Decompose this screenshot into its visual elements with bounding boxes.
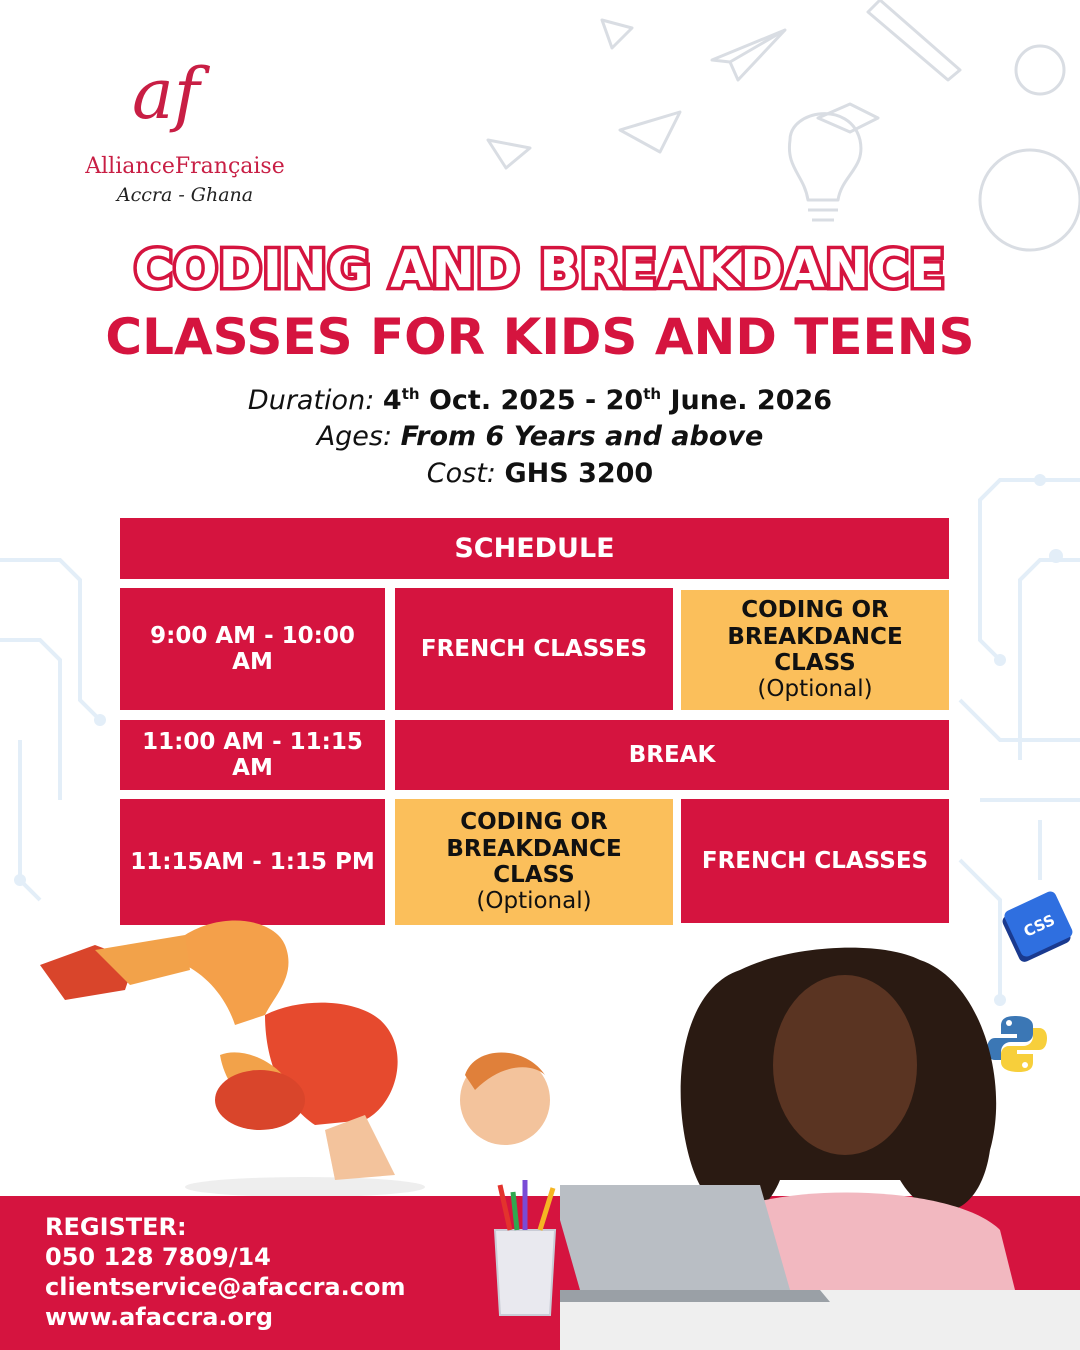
register-phone[interactable]: 050 128 7809/14 [45,1243,271,1271]
duration-end-rest: June. 2026 [670,385,833,416]
cost-value: GHS 3200 [504,458,654,489]
register-block [45,1212,405,1332]
af-logo-mark [130,44,230,144]
duration-start-suffix: th [401,385,420,403]
logo-location: Accra - Ghana [116,184,254,206]
register-email[interactable]: clientservice@afaccra.com [45,1273,406,1301]
optional-note: (Optional) [476,888,592,915]
pencil-cup-photo [485,1180,565,1320]
duration-label: Duration: [247,385,375,416]
ages-line [0,421,1080,452]
cost-label: Cost: [426,458,496,489]
optional-class-title: CODING OR BREAKDANCE CLASS [446,809,622,888]
schedule-row1-french: FRENCH CLASSES [395,588,673,710]
schedule-row3-french: FRENCH CLASSES [681,799,949,923]
cost-line [0,458,1080,489]
ages-value: From 6 Years and above [400,421,764,452]
optional-note: (Optional) [757,676,873,703]
schedule-row2-time: 11:00 AM - 11:15 AM [120,720,385,790]
logo-brand: AllianceFrançaise [85,154,285,179]
css-badge-text: CSS [1020,910,1058,941]
alliance-francaise-logo [60,44,300,214]
optional-class-title: CODING OR BREAKDANCE CLASS [727,597,903,676]
duration-end-suffix: th [643,385,662,403]
duration-value [383,385,832,416]
schedule-row3-time: 11:15AM - 1:15 PM [120,799,385,925]
duration-line [0,385,1080,416]
breakdancing-boy-photo [35,905,555,1205]
register-label: REGISTER: [45,1213,187,1241]
headline-line1: CODING AND BREAKDANCE [134,240,946,300]
register-website[interactable]: www.afaccra.org [45,1303,274,1331]
schedule-row2-break: BREAK [395,720,949,790]
schedule-row1-time: 9:00 AM - 10:00 AM [120,588,385,710]
headline-line2: CLASSES FOR KIDS AND TEENS [105,308,975,366]
ages-label: Ages: [316,421,393,452]
logo-mark-text: af [132,53,200,135]
schedule-header: SCHEDULE [120,518,949,579]
girl-with-laptop-photo [560,930,1080,1350]
schedule-row1-optional [681,590,949,710]
duration-start-rest: Oct. 2025 - 20 [428,385,644,416]
duration-start-day: 4 [382,385,402,416]
